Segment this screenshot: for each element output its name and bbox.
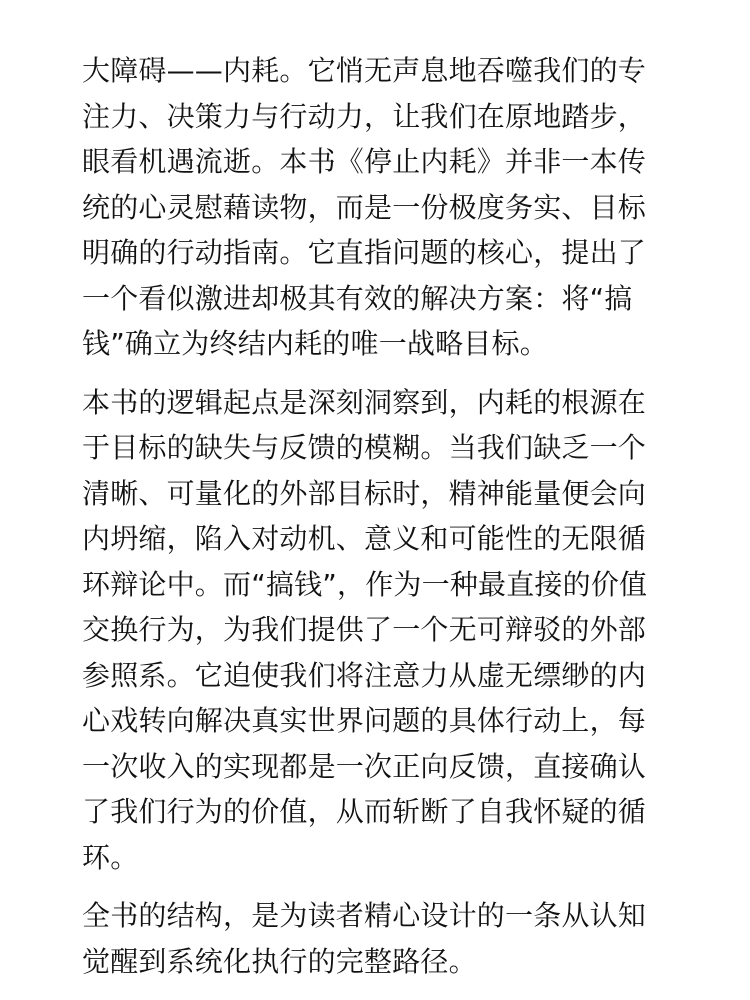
paragraph-intro: 大障碍——内耗。它悄无声息地吞噬我们的专注力、决策力与行动力，让我们在原地踏步，眼看机遇流逝。本书《停止内耗》并非一本传统的心灵慰藉读物，而是一份极度务实、目标明确的行动指南。它直指问题的核心，提出了一个看似激进却极其有效的解决方案：将“搞钱”确立为终结内耗的唯一战略目标。: [82, 54, 647, 360]
paragraph-logic: 本书的逻辑起点是深刻洞察到，内耗的根源在于目标的缺失与反馈的模糊。当我们缺乏一个清晰、可量化的外部目标时，精神能量便会向内坍缩，陷入对动机、意义和可能性的无限循环辩论中。而“搞钱”，作为一种最直接的价值交换行为，为我们提供了一个无可辩驳的外部参照系。它迫使我们将注意力从虚无缥缈的内心戏转向解决真实世界问题的具体行动上，每一次收入的实现都是一次正向反馈，直接确认了我们行为的价值，从而斩断了自我怀疑的循环。: [82, 385, 648, 874]
paragraph-structure: 全书的结构，是为读者精心设计的一条从认知觉醒到系统化执行的完整路径。: [82, 899, 647, 978]
